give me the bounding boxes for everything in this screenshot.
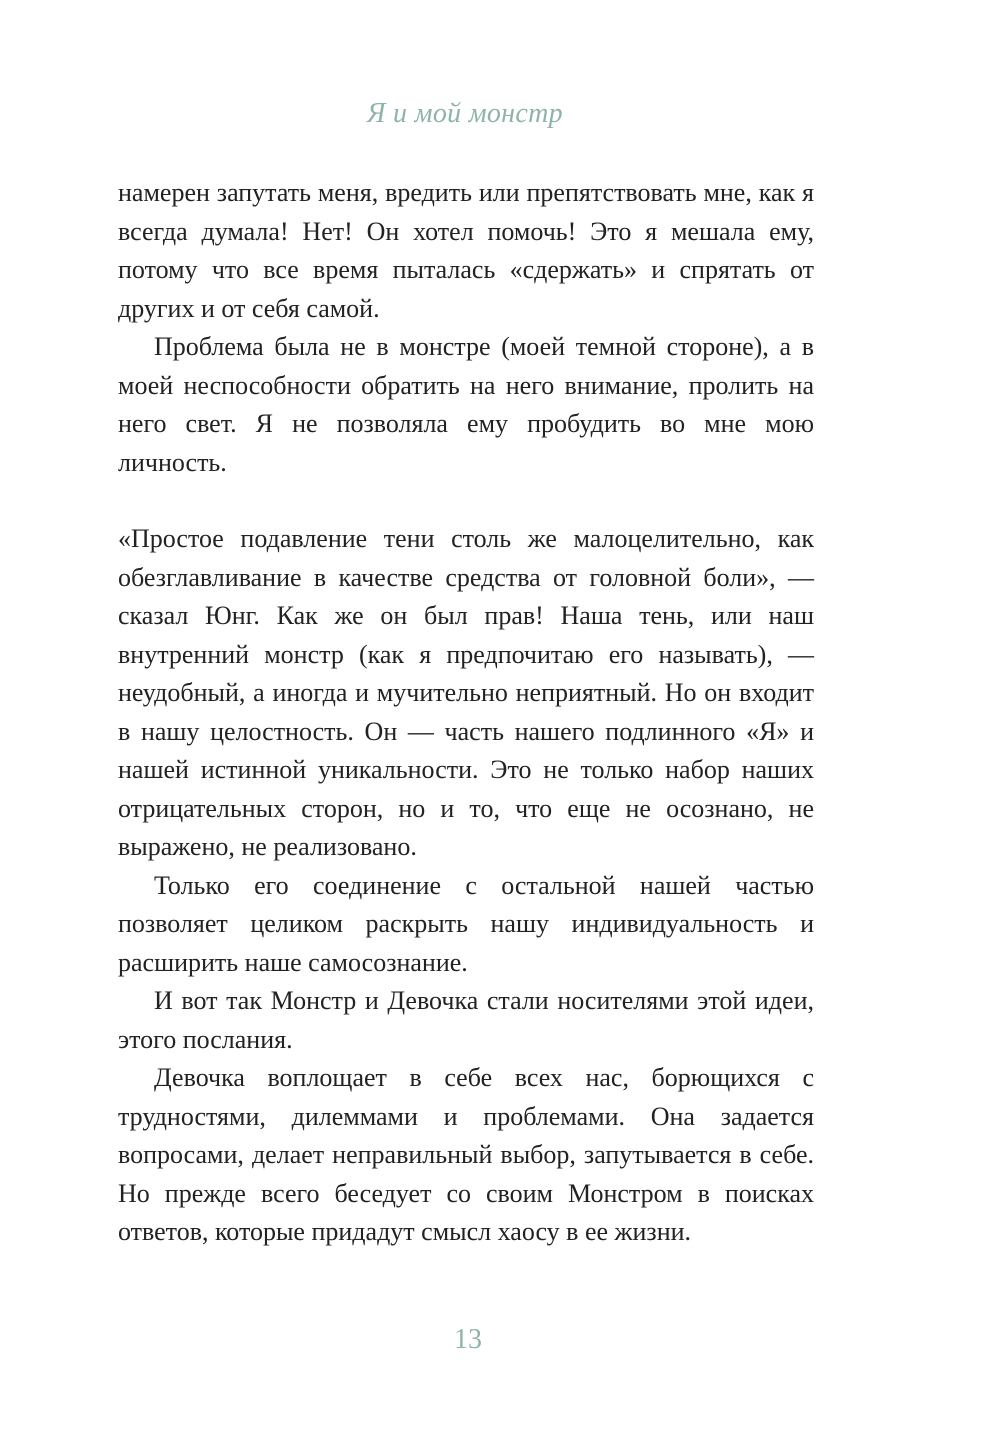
page-number: 13 [454,1324,482,1355]
paragraph: Проблема была не в монстре (моей темной стороне), а в моей неспособности обратить на него внимание, пролить на него свет. Я не позволяла ему пробудить во мне мою личность. [118,332,814,477]
running-head-title: Я и мой монстр [367,98,563,129]
page-body [118,174,814,1252]
paragraph: «Простое подавление тени столь же малоцелительно, как обезглавливание в качестве средства от головной боли», — сказал Юнг. Как же он был прав! Наша тень, или наш внутренний монстр (как я предпочитаю его называть), — неудобный, а иногда и мучительно неприятный. Но он входит в нашу целостность. Он — часть нашего подлинного «Я» и нашей истинной уникальности. Это не только набор наших отрицательных сторон, но и то, что еще не осознано, не выражено, не реализовано. [118,524,814,861]
paragraph: Девочка воплощает в себе всех нас, борющихся с трудностями, дилеммами и проблемами. Она задается вопросами, делает неправильный выбор, запутывается в себе. Но прежде всего беседует со своим Монстром в поисках ответов, которые придадут смысл хаосу в ее жизни. [118,1063,814,1246]
paragraph: намерен запутать меня, вредить или препятствовать мне, как я всегда думала! Нет! Он хотел помочь! Это я мешала ему, потому что все время пыталась «сдержать» и спрятать от других и от себя самой. [118,178,814,323]
paragraph: Только его соединение с остальной нашей частью позволяет целиком раскрыть нашу индивидуальность и расширить наше самосознание. [118,870,814,977]
paragraph: И вот так Монстр и Девочка стали носителями этой идеи, этого послания. [118,986,814,1054]
